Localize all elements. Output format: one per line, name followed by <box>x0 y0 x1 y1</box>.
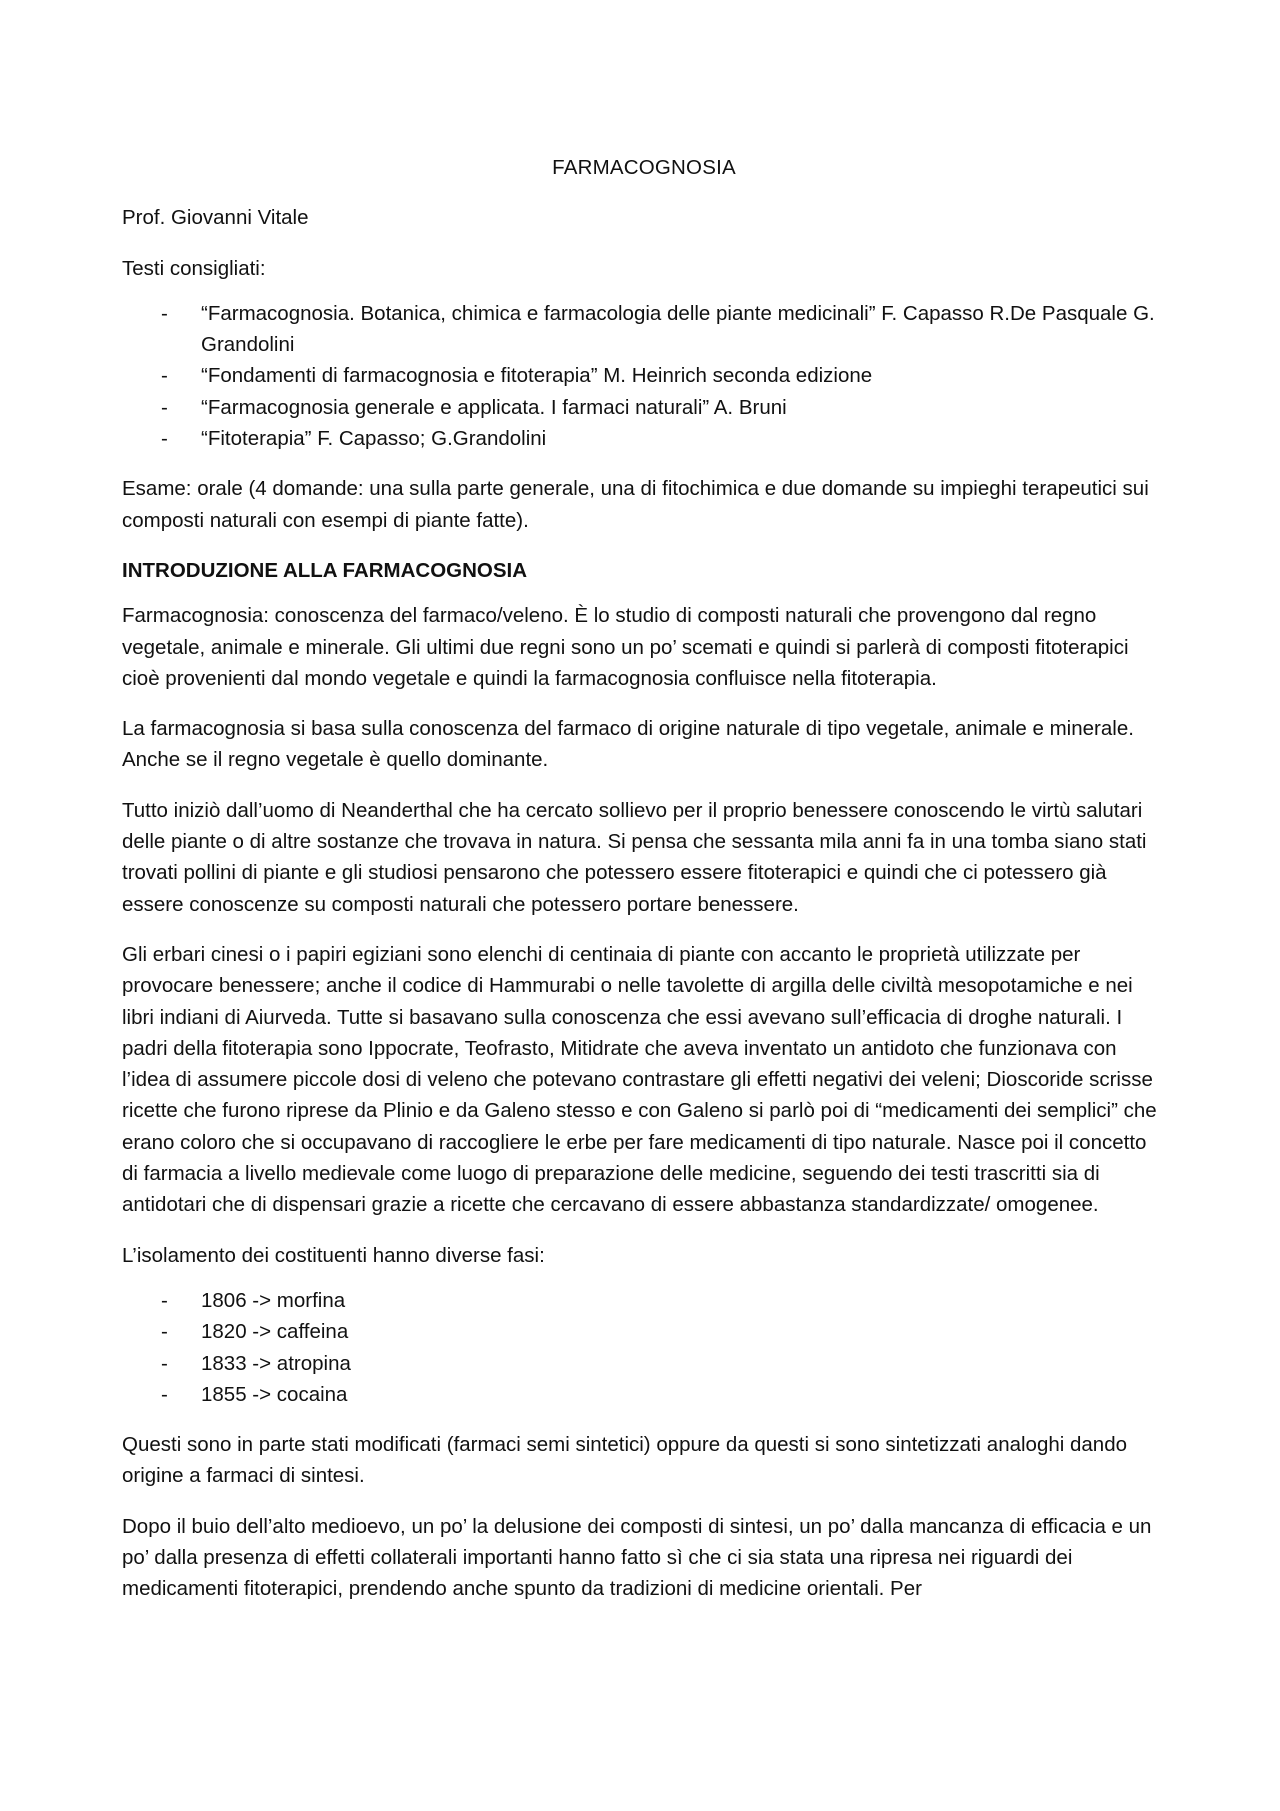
paragraph: Farmacognosia: conoscenza del farmaco/veleno. È lo studio di composti naturali che provengono dal regno vegetale, animale e minerale. Gli ultimi due regni sono un po’ scemati e quindi si parlerà di composti fitoterapici cioè provenienti dal mondo vegetale e quindi la farmacognosia confluisce nella fitoterapia. <box>122 604 1129 690</box>
list-dash: - <box>161 427 168 451</box>
list-item <box>122 1348 1166 1379</box>
exam-paragraph: Esame: orale (4 domande: una sulla parte generale, una di fitochimica e due domande su impieghi terapeutici sui composti naturali con esempi di piante fatte). <box>122 477 1149 532</box>
list-dash: - <box>161 1351 168 1375</box>
list-item-text: 1855 -> cocaina <box>201 1382 348 1406</box>
list-dash: - <box>161 364 168 388</box>
list-item-text: “Farmacognosia. Botanica, chimica e farmacologia delle piante medicinali” F. Capasso R.De Pasquale G. Grandolini <box>201 301 1155 357</box>
list-item <box>122 1379 1166 1410</box>
paragraph: La farmacognosia si basa sulla conoscenza del farmaco di origine naturale di tipo vegetale, animale e minerale. Anche se il regno vegetale è quello dominante. <box>122 717 1134 772</box>
list-item-text: 1820 -> caffeina <box>201 1320 349 1344</box>
list-item <box>122 392 1166 423</box>
list-item <box>122 1285 1166 1316</box>
list-item <box>122 423 1166 454</box>
isolation-list <box>122 1285 1166 1410</box>
list-item-text: “Fitoterapia” F. Capasso; G.Grandolini <box>201 427 547 451</box>
document-content <box>122 152 1166 1624</box>
list-item-text: 1833 -> atropina <box>201 1351 351 1375</box>
document-title: FARMACOGNOSIA <box>552 156 736 179</box>
section-heading: INTRODUZIONE ALLA FARMACOGNOSIA <box>122 558 528 582</box>
paragraph: Tutto iniziò dall’uomo di Neanderthal che ha cercato sollievo per il proprio benessere conoscendo le virtù salutari delle piante o di altre sostanze che trovava in natura. Si pensa che sessanta mila anni fa in una tomba siano stati trovati pollini di piante e gli studiosi pensarono che potessero essere fitoterapici e quindi che ci potessero già essere conoscenze su composti naturali che potessero portare benessere. <box>122 798 1147 916</box>
list-dash: - <box>161 1288 168 1312</box>
list-item <box>122 1316 1166 1347</box>
list-item-text: “Fondamenti di farmacognosia e fitoterapia” M. Heinrich seconda edizione <box>201 364 873 388</box>
list-item-text: 1806 -> morfina <box>201 1288 346 1312</box>
list-item <box>122 298 1166 361</box>
paragraph: Questi sono in parte stati modificati (farmaci semi sintetici) oppure da questi si sono sintetizzati analoghi dando origine a farmaci di sintesi. <box>122 1433 1128 1488</box>
list-dash: - <box>161 1320 168 1344</box>
paragraph: Dopo il buio dell’alto medioevo, un po’ la delusione dei composti di sintesi, un po’ dalla mancanza di efficacia e un po’ dalla presenza di effetti collaterali importanti hanno fatto sì che ci sia stata una ripresa nei riguardi dei medicamenti fitoterapici, prendendo anche spunto da tradizioni di medicine orientali. Per <box>122 1514 1152 1601</box>
list-item <box>122 360 1166 391</box>
list-dash: - <box>161 301 168 325</box>
texts-heading: Testi consigliati: <box>122 256 266 280</box>
list-dash: - <box>161 395 168 419</box>
professor-line: Prof. Giovanni Vitale <box>122 206 309 230</box>
list-dash: - <box>161 1382 168 1406</box>
paragraph: L’isolamento dei costituenti hanno diverse fasi: <box>122 1243 545 1267</box>
list-item-text: “Farmacognosia generale e applicata. I farmaci naturali” A. Bruni <box>201 395 787 419</box>
paragraph: Gli erbari cinesi o i papiri egiziani sono elenchi di centinaia di piante con accanto le proprietà utilizzate per provocare benessere; anche il codice di Hammurabi o nelle tavolette di argilla delle civiltà mesopotamiche e nei libri indiani di Aiurveda. Tutte si basavano sulla conoscenza che essi avevano sull’efficacia di droghe naturali. I padri della fitoterapia sono Ippocrate, Teofrasto, Mitidrate che aveva inventato un antidoto che funzionava con l’idea di assumere piccole dosi di veleno che potevano contrastare gli effetti negativi dei veleni; Dioscoride scrisse ricette che furono riprese da Plinio e da Galeno stesso e con Galeno si parlò poi di “medicamenti dei semplici” che erano coloro che si occupavano di raccogliere le erbe per fare medicamenti di tipo naturale. Nasce poi il concetto di farmacia a livello medievale come luogo di preparazione delle medicine, seguendo dei testi trascritti sia di antidotari che di dispensari grazie a ricette che cercavano di essere abbastanza standardizzate/ omogenee. <box>122 942 1157 1217</box>
recommended-texts-list <box>122 298 1166 454</box>
